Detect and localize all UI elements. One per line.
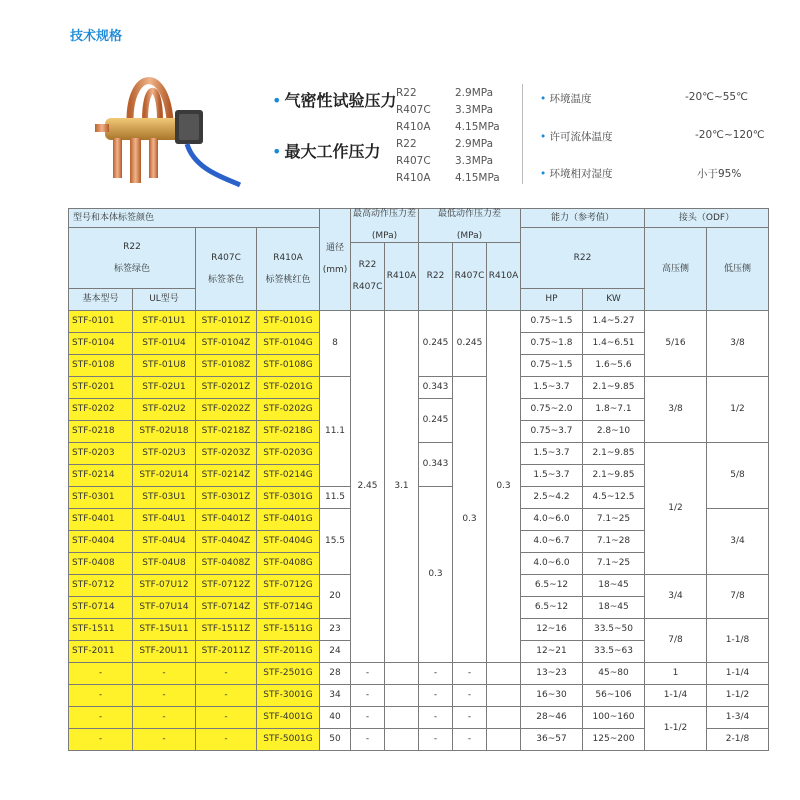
min-diff-header: 最低动作压力差 (MPa) <box>419 209 521 243</box>
maxwork-val-r410a: 4.15MPa <box>455 172 500 184</box>
r410a-model-cell: STF-2011G <box>257 641 320 663</box>
base-model-cell: STF-0714 <box>69 597 133 619</box>
airtight-pressure-label: • 气密性试验压力 <box>272 91 397 110</box>
r410a-model-cell: STF-2501G <box>257 663 320 685</box>
ul-model-cell: STF-04U1 <box>133 509 196 531</box>
hp-cell: 0.75~2.0 <box>521 399 583 421</box>
r410a-model-cell: STF-0301G <box>257 487 320 509</box>
r410a-model-cell: STF-0201G <box>257 377 320 399</box>
kw-cell: 7.1~25 <box>583 509 645 531</box>
r407c-model-cell: STF-2011Z <box>196 641 257 663</box>
humidity-value: 小于95% <box>697 168 742 180</box>
kw-cell: 2.8~10 <box>583 421 645 443</box>
high-side-cell: 1-1/4 <box>645 685 707 707</box>
r410a-model-cell: STF-4001G <box>257 707 320 729</box>
high-side-cell: 1/2 <box>645 443 707 575</box>
low-side-cell: 3/4 <box>707 509 769 575</box>
ul-model-cell: - <box>133 663 196 685</box>
hp-cell: 4.0~6.7 <box>521 531 583 553</box>
ul-model-cell: STF-02U2 <box>133 399 196 421</box>
base-model-cell: STF-1511 <box>69 619 133 641</box>
env-temp-label: • 环境温度 <box>540 93 592 105</box>
high-side-cell: 7/8 <box>645 619 707 663</box>
reversing-valve-image <box>75 60 245 195</box>
min-r410a-cell <box>487 663 521 685</box>
r410a-model-cell: STF-0203G <box>257 443 320 465</box>
low-side-cell: 1-1/2 <box>707 685 769 707</box>
kw-cell: 1.4~6.51 <box>583 333 645 355</box>
bore-cell: 11.5 <box>320 487 351 509</box>
base-model-cell: STF-0301 <box>69 487 133 509</box>
max-r410a-cell: 3.1 <box>385 311 419 663</box>
table-row <box>69 685 769 707</box>
min-r407c-cell: 0.3 <box>453 377 487 663</box>
connector-header: 接头（ODF） <box>645 209 769 228</box>
r407c-model-cell: STF-0401Z <box>196 509 257 531</box>
kw-cell: 4.5~12.5 <box>583 487 645 509</box>
low-side-cell: 7/8 <box>707 575 769 619</box>
r410a-model-cell: STF-0202G <box>257 399 320 421</box>
r410a-model-cell: STF-0218G <box>257 421 320 443</box>
table-row <box>69 311 769 333</box>
r410a-model-cell: STF-5001G <box>257 729 320 751</box>
kw-cell: 7.1~28 <box>583 531 645 553</box>
bore-cell: 40 <box>320 707 351 729</box>
min-r22-cell: - <box>419 663 453 685</box>
airtight-val-r22: 2.9MPa <box>455 87 494 99</box>
r407c-model-cell: STF-0101Z <box>196 311 257 333</box>
low-side-header: 低压侧 <box>707 228 769 311</box>
base-model-cell: STF-0202 <box>69 399 133 421</box>
hp-cell: 12~16 <box>521 619 583 641</box>
r407c-model-cell: STF-0714Z <box>196 597 257 619</box>
r407c-model-cell: STF-0201Z <box>196 377 257 399</box>
table-row <box>69 707 769 729</box>
ul-model-cell: - <box>133 685 196 707</box>
hp-cell: 12~21 <box>521 641 583 663</box>
base-model-cell: STF-0203 <box>69 443 133 465</box>
kw-cell: 33.5~63 <box>583 641 645 663</box>
min-r22-cell: - <box>419 729 453 751</box>
ul-model-cell: STF-03U1 <box>133 487 196 509</box>
capacity-r22-header: R22 <box>521 228 645 289</box>
ul-model-cell: STF-07U12 <box>133 575 196 597</box>
max-r410a-cell <box>385 707 419 729</box>
humidity-label: • 环境相对湿度 <box>540 168 613 180</box>
r22-header: R22 标签绿色 <box>69 228 196 289</box>
base-model-cell: STF-0108 <box>69 355 133 377</box>
kw-cell: 1.4~5.27 <box>583 311 645 333</box>
max-r22-cell: - <box>351 707 385 729</box>
max-r22-cell: 2.45 <box>351 311 385 663</box>
kw-header: KW <box>583 289 645 311</box>
base-model-cell: STF-2011 <box>69 641 133 663</box>
ul-model-cell: STF-15U11 <box>133 619 196 641</box>
base-model-cell: - <box>69 707 133 729</box>
hp-cell: 0.75~3.7 <box>521 421 583 443</box>
env-temp-value: -20℃~55℃ <box>685 91 748 103</box>
ul-model-cell: - <box>133 707 196 729</box>
r410a-model-cell: STF-0101G <box>257 311 320 333</box>
ul-model-cell: STF-04U8 <box>133 553 196 575</box>
base-model-cell: STF-0712 <box>69 575 133 597</box>
ul-model-cell: STF-02U3 <box>133 443 196 465</box>
low-side-cell: 2-1/8 <box>707 729 769 751</box>
ul-model-cell: STF-01U4 <box>133 333 196 355</box>
base-model-cell: STF-0214 <box>69 465 133 487</box>
hp-cell: 6.5~12 <box>521 597 583 619</box>
kw-cell: 2.1~9.85 <box>583 377 645 399</box>
min-r22-cell: 0.245 <box>419 311 453 377</box>
ul-model-cell: STF-02U18 <box>133 421 196 443</box>
min-r22-cell: - <box>419 685 453 707</box>
hp-cell: 4.0~6.0 <box>521 553 583 575</box>
maxwork-val-r22: 2.9MPa <box>455 138 494 150</box>
kw-cell: 7.1~25 <box>583 553 645 575</box>
max-r22-cell: - <box>351 685 385 707</box>
max-r410a-cell <box>385 685 419 707</box>
r407c-model-cell: STF-0108Z <box>196 355 257 377</box>
kw-cell: 100~160 <box>583 707 645 729</box>
r407c-model-cell: - <box>196 663 257 685</box>
kw-cell: 18~45 <box>583 597 645 619</box>
hp-cell: 0.75~1.5 <box>521 355 583 377</box>
min-r22-cell: - <box>419 707 453 729</box>
airtight-val-r407c: 3.3MPa <box>455 104 494 116</box>
kw-cell: 56~106 <box>583 685 645 707</box>
r407c-model-cell: STF-1511Z <box>196 619 257 641</box>
maxwork-ref-r407c: R407C <box>396 155 431 167</box>
hp-cell: 0.75~1.5 <box>521 311 583 333</box>
table-row <box>69 377 769 399</box>
high-side-cell: 1 <box>645 663 707 685</box>
r407c-model-cell: - <box>196 729 257 751</box>
hp-cell: 0.75~1.8 <box>521 333 583 355</box>
high-side-cell: 3/8 <box>645 377 707 443</box>
ul-model-cell: STF-02U14 <box>133 465 196 487</box>
max-r410a-header: R410A <box>385 243 419 311</box>
maxwork-val-r407c: 3.3MPa <box>455 155 494 167</box>
min-r410a-header: R410A <box>487 243 521 311</box>
r407c-header: R407C 标签茶色 <box>196 228 257 311</box>
r410a-model-cell: STF-0104G <box>257 333 320 355</box>
r410a-model-cell: STF-0214G <box>257 465 320 487</box>
hp-cell: 2.5~4.2 <box>521 487 583 509</box>
high-side-cell: 3/4 <box>645 575 707 619</box>
kw-cell: 2.1~9.85 <box>583 465 645 487</box>
low-side-cell: 1-1/8 <box>707 619 769 663</box>
r410a-model-cell: STF-0714G <box>257 597 320 619</box>
base-model-cell: STF-0404 <box>69 531 133 553</box>
min-r410a-cell <box>487 707 521 729</box>
r410a-model-cell: STF-1511G <box>257 619 320 641</box>
table-row <box>69 443 769 465</box>
min-r407c-cell: 0.245 <box>453 311 487 377</box>
maxwork-ref-r410a: R410A <box>396 172 431 184</box>
hp-cell: 1.5~3.7 <box>521 465 583 487</box>
min-r407c-cell: - <box>453 663 487 685</box>
r410a-model-cell: STF-0108G <box>257 355 320 377</box>
airtight-ref-r22: R22 <box>396 87 417 99</box>
kw-cell: 1.8~7.1 <box>583 399 645 421</box>
spec-table <box>68 208 769 751</box>
bore-cell: 50 <box>320 729 351 751</box>
maxwork-ref-r22: R22 <box>396 138 417 150</box>
min-r407c-header: R407C <box>453 243 487 311</box>
kw-cell: 125~200 <box>583 729 645 751</box>
base-model-cell: - <box>69 729 133 751</box>
r410a-model-cell: STF-0401G <box>257 509 320 531</box>
r407c-model-cell: STF-0202Z <box>196 399 257 421</box>
kw-cell: 2.1~9.85 <box>583 443 645 465</box>
kw-cell: 18~45 <box>583 575 645 597</box>
hp-cell: 28~46 <box>521 707 583 729</box>
airtight-ref-r407c: R407C <box>396 104 431 116</box>
min-r410a-cell: 0.3 <box>487 311 521 663</box>
r407c-model-cell: - <box>196 707 257 729</box>
hp-cell: 16~30 <box>521 685 583 707</box>
bore-cell: 11.1 <box>320 377 351 487</box>
base-model-cell: STF-0401 <box>69 509 133 531</box>
low-side-cell: 5/8 <box>707 443 769 509</box>
fluid-temp-value: -20℃~120℃ <box>695 129 765 141</box>
r407c-model-cell: STF-0218Z <box>196 421 257 443</box>
r407c-model-cell: STF-0404Z <box>196 531 257 553</box>
table-row <box>69 663 769 685</box>
r410a-model-cell: STF-0408G <box>257 553 320 575</box>
min-r22-cell: 0.343 <box>419 377 453 399</box>
ul-model-header: UL型号 <box>133 289 196 311</box>
r407c-model-cell: STF-0214Z <box>196 465 257 487</box>
low-side-cell: 3/8 <box>707 311 769 377</box>
kw-cell: 45~80 <box>583 663 645 685</box>
ul-model-cell: STF-02U1 <box>133 377 196 399</box>
low-side-cell: 1-3/4 <box>707 707 769 729</box>
airtight-ref-r410a: R410A <box>396 121 431 133</box>
max-work-pressure-label: • 最大工作压力 <box>272 142 381 161</box>
bore-cell: 24 <box>320 641 351 663</box>
r407c-model-cell: STF-0712Z <box>196 575 257 597</box>
bore-cell: 23 <box>320 619 351 641</box>
bore-header: 通径 (mm) <box>320 209 351 311</box>
max-r410a-cell <box>385 663 419 685</box>
max-r22-cell: - <box>351 729 385 751</box>
min-r22-cell: 0.3 <box>419 487 453 663</box>
max-diff-header: 最高动作压力差 (MPa) <box>351 209 419 243</box>
max-r22-r407c-header: R22 R407C <box>351 243 385 311</box>
ul-model-cell: STF-01U1 <box>133 311 196 333</box>
base-model-cell: STF-0201 <box>69 377 133 399</box>
base-model-cell: - <box>69 663 133 685</box>
r410a-model-cell: STF-3001G <box>257 685 320 707</box>
ul-model-cell: STF-20U11 <box>133 641 196 663</box>
hp-cell: 1.5~3.7 <box>521 377 583 399</box>
r407c-model-cell: STF-0104Z <box>196 333 257 355</box>
min-r410a-cell <box>487 685 521 707</box>
r407c-model-cell: STF-0408Z <box>196 553 257 575</box>
r410a-header: R410A 标签桃红色 <box>257 228 320 311</box>
low-side-cell: 1/2 <box>707 377 769 443</box>
max-r410a-cell <box>385 729 419 751</box>
fluid-temp-label: • 许可流体温度 <box>540 131 613 143</box>
hp-cell: 13~23 <box>521 663 583 685</box>
hp-cell: 36~57 <box>521 729 583 751</box>
bore-cell: 34 <box>320 685 351 707</box>
hp-cell: 4.0~6.0 <box>521 509 583 531</box>
r407c-model-cell: STF-0301Z <box>196 487 257 509</box>
r407c-model-cell: STF-0203Z <box>196 443 257 465</box>
bore-cell: 20 <box>320 575 351 619</box>
max-r22-cell: - <box>351 663 385 685</box>
ul-model-cell: STF-07U14 <box>133 597 196 619</box>
min-r22-cell: 0.245 <box>419 399 453 443</box>
bore-cell: 8 <box>320 311 351 377</box>
base-model-cell: STF-0218 <box>69 421 133 443</box>
r410a-model-cell: STF-0712G <box>257 575 320 597</box>
hp-cell: 1.5~3.7 <box>521 443 583 465</box>
base-model-cell: STF-0104 <box>69 333 133 355</box>
ul-model-cell: - <box>133 729 196 751</box>
ul-model-cell: STF-01U8 <box>133 355 196 377</box>
spec-divider <box>522 84 523 184</box>
high-side-cell: 1-1/2 <box>645 707 707 751</box>
low-side-cell: 1-1/4 <box>707 663 769 685</box>
r407c-model-cell: - <box>196 685 257 707</box>
min-r407c-cell: - <box>453 729 487 751</box>
high-side-cell: 5/16 <box>645 311 707 377</box>
min-r407c-cell: - <box>453 707 487 729</box>
r410a-model-cell: STF-0404G <box>257 531 320 553</box>
min-r22-cell: 0.343 <box>419 443 453 487</box>
ul-model-cell: STF-04U4 <box>133 531 196 553</box>
hp-header: HP <box>521 289 583 311</box>
min-r407c-cell: - <box>453 685 487 707</box>
base-model-header: 基本型号 <box>69 289 133 311</box>
kw-cell: 1.6~5.6 <box>583 355 645 377</box>
base-model-cell: - <box>69 685 133 707</box>
min-r22-header: R22 <box>419 243 453 311</box>
kw-cell: 33.5~50 <box>583 619 645 641</box>
base-model-cell: STF-0408 <box>69 553 133 575</box>
min-r410a-cell <box>487 729 521 751</box>
bore-cell: 15.5 <box>320 509 351 575</box>
bore-cell: 28 <box>320 663 351 685</box>
airtight-val-r410a: 4.15MPa <box>455 121 500 133</box>
capacity-header: 能力（参考值） <box>521 209 645 228</box>
high-side-header: 高压侧 <box>645 228 707 311</box>
model-group-header: 型号和本体标签颜色 <box>69 209 320 228</box>
hp-cell: 6.5~12 <box>521 575 583 597</box>
base-model-cell: STF-0101 <box>69 311 133 333</box>
page-title: 技术规格 <box>70 29 123 44</box>
